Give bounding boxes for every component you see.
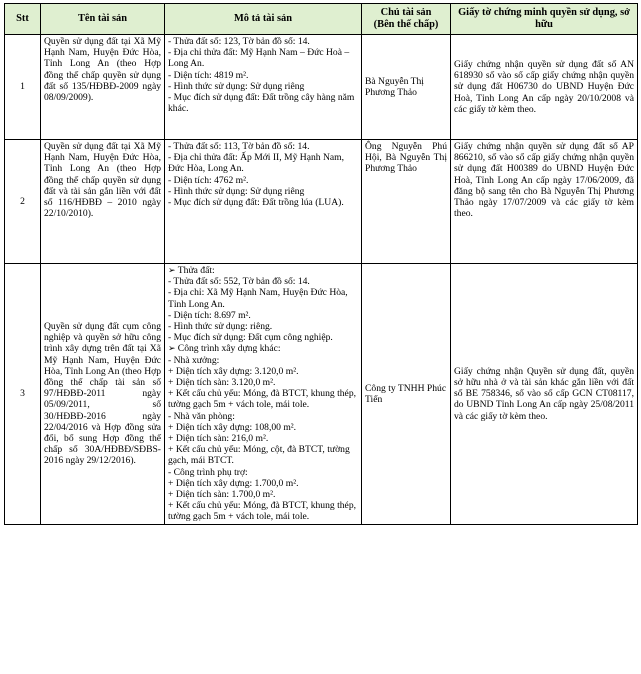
group-name-nha-van-phong: - Nhà văn phòng: xyxy=(168,411,358,422)
mo-ta-line: - Hình thức sử dụng: riêng. xyxy=(168,321,358,332)
row-stt: 2 xyxy=(5,140,41,264)
mo-ta-line: - Địa chỉ: Xã Mỹ Hạnh Nam, Huyện Đức Hòa, Tỉnh Long An. xyxy=(168,287,358,309)
header-giay-to: Giấy tờ chứng minh quyền sử dụng, sở hữu xyxy=(451,4,638,35)
mo-ta-line: - Thửa đất số: 123, Tờ bản đồ số: 14. xyxy=(168,36,358,47)
table-row xyxy=(5,140,638,264)
mo-ta-line: - Hình thức sử dụng: Sử dụng riêng xyxy=(168,186,358,197)
cong-trinh-heading: ➢ Công trình xây dựng khác: xyxy=(168,343,358,354)
row-chu-tai-san: Bà Nguyễn Thị Phương Thảo xyxy=(362,35,451,140)
header-stt: Stt xyxy=(5,4,41,35)
row-ten-tai-san: Quyền sử dụng đất tại Xã Mỹ Hạnh Nam, Huyện Đức Hòa, Tỉnh Long An (theo Hợp đồng thế chấp quyền sử dụng đất số 135/HĐBĐ-2009 ngày 08/09/2009). xyxy=(41,35,165,140)
group-name-nha-xuong: - Nhà xưởng: xyxy=(168,355,358,366)
row-mo-ta xyxy=(165,264,362,525)
table-row xyxy=(5,264,638,525)
mo-ta-line: + Kết cấu chủ yếu: Móng, đà BTCT, khung thép, tường gạch 5m + vách tole, mái tole. xyxy=(168,388,358,410)
row-ten-tai-san: Quyền sử dụng đất cụm công nghiệp và quyền sở hữu công trình xây dựng trên đất tại Xã Mỹ Hạnh Nam, Huyện Đức Hòa, Tỉnh Long An (theo Hợp đồng thế chấp tài sản số 97/HĐBĐ-2011 ngày 05/09/2011, số 30/HĐBĐ-2016 ngày 22/04/2016 và Hợp đồng sửa đổi, bổ sung Hợp đồng thế chấp số 30A/HĐBĐ/SĐBS-2016 ngày 29/12/2016). xyxy=(41,264,165,525)
mo-ta-line: + Kết cấu chủ yếu: Móng, cột, đà BTCT, tường gạch, mái BTCT. xyxy=(168,444,358,466)
mo-ta-line: + Diện tích xây dựng: 3.120,0 m². xyxy=(168,366,358,377)
mo-ta-line: - Thửa đất số: 113, Tờ bản đồ số: 14. xyxy=(168,141,358,152)
header-mo-ta-tai-san: Mô tả tài sản xyxy=(165,4,362,35)
mo-ta-line: - Mục đích sử dụng đất: Đất trồng cây hàng năm khác. xyxy=(168,92,358,114)
row-ten-tai-san: Quyền sử dụng đất tại Xã Mỹ Hạnh Nam, Huyện Đức Hòa, Tỉnh Long An (theo Hợp đồng thế chấp quyền sử dụng đất và tài sản gắn liền với đất số 116/HĐBĐ – 2010 ngày 22/10/2010). xyxy=(41,140,165,264)
row-chu-tai-san: Ông Nguyễn Phú Hội, Bà Nguyễn Thị Phương Thảo xyxy=(362,140,451,264)
mo-ta-line: - Hình thức sử dụng: Sử dụng riêng xyxy=(168,81,358,92)
mo-ta-line: - Địa chỉ thửa đất: Mỹ Hạnh Nam – Đức Hoà – Long An. xyxy=(168,47,358,69)
row-stt: 1 xyxy=(5,35,41,140)
mo-ta-line: + Diện tích xây dựng: 1.700,0 m². xyxy=(168,478,358,489)
header-chu-tai-san: Chủ tài sản (Bên thế chấp) xyxy=(362,4,451,35)
asset-table xyxy=(4,3,638,525)
mo-ta-line: - Thửa đất số: 552, Tờ bản đồ số: 14. xyxy=(168,276,358,287)
row-mo-ta xyxy=(165,140,362,264)
mo-ta-line: - Địa chỉ thửa đất: Ấp Mới II, Mỹ Hạnh Nam, Đức Hòa, Long An. xyxy=(168,152,358,174)
mo-ta-line: + Diện tích sàn: 1.700,0 m². xyxy=(168,489,358,500)
header-ten-tai-san: Tên tài sản xyxy=(41,4,165,35)
mo-ta-line: - Mục đích sử dụng: Đất cụm công nghiệp. xyxy=(168,332,358,343)
row-giay-to: Giấy chứng nhận quyền sử dụng đất số AN 618930 số vào sổ cấp giấy chứng nhận quyền sử dụng đất H06730 do UBND Huyện Đức Hoà, Tỉnh Long An cấp ngày 20/10/2008 và các giấy tờ kèm theo. xyxy=(451,35,638,140)
row-stt: 3 xyxy=(5,264,41,525)
header-row xyxy=(5,4,638,35)
group-name-cong-trinh-phu-tro: - Công trình phụ trợ: xyxy=(168,467,358,478)
row-mo-ta xyxy=(165,35,362,140)
mo-ta-line: + Diện tích sàn: 216,0 m². xyxy=(168,433,358,444)
row-giay-to: Giấy chứng nhận quyền sử dụng đất số AP 866210, số vào sổ cấp giấy chứng nhận quyền sử dụng đất H00389 do UBND Huyện Đức Hoà, Tỉnh Long An cấp ngày 17/06/2009, đã đăng bộ sang tên cho Bà Nguyễn Thị Phương Thảo ngày 17/07/2009 và các giấy tờ kèm theo. xyxy=(451,140,638,264)
mo-ta-line: + Diện tích sàn: 3.120,0 m². xyxy=(168,377,358,388)
mo-ta-line: - Diện tích: 8.697 m². xyxy=(168,310,358,321)
thua-dat-heading: ➢ Thửa đất: xyxy=(168,265,358,276)
mo-ta-line: - Diện tích: 4819 m². xyxy=(168,70,358,81)
row-chu-tai-san: Công ty TNHH Phúc Tiến xyxy=(362,264,451,525)
mo-ta-line: + Diện tích xây dựng: 108,00 m². xyxy=(168,422,358,433)
mo-ta-line: - Mục đích sử dụng đất: Đất trồng lúa (LUA). xyxy=(168,197,358,208)
table-row xyxy=(5,35,638,140)
mo-ta-line: - Diện tích: 4762 m². xyxy=(168,175,358,186)
row-giay-to: Giấy chứng nhận Quyền sử dụng đất, quyền sở hữu nhà ở và tài sản khác gắn liền với đất số BE 758346, số vào sổ cấp GCN CT08117, do UBND Tỉnh Long An cấp ngày 25/08/2011 và các giấy tờ kèm theo. xyxy=(451,264,638,525)
mo-ta-line: + Kết cấu chủ yếu: Móng, đà BTCT, khung thép, tường gạch 5m + vách tole, mái tole. xyxy=(168,500,358,522)
